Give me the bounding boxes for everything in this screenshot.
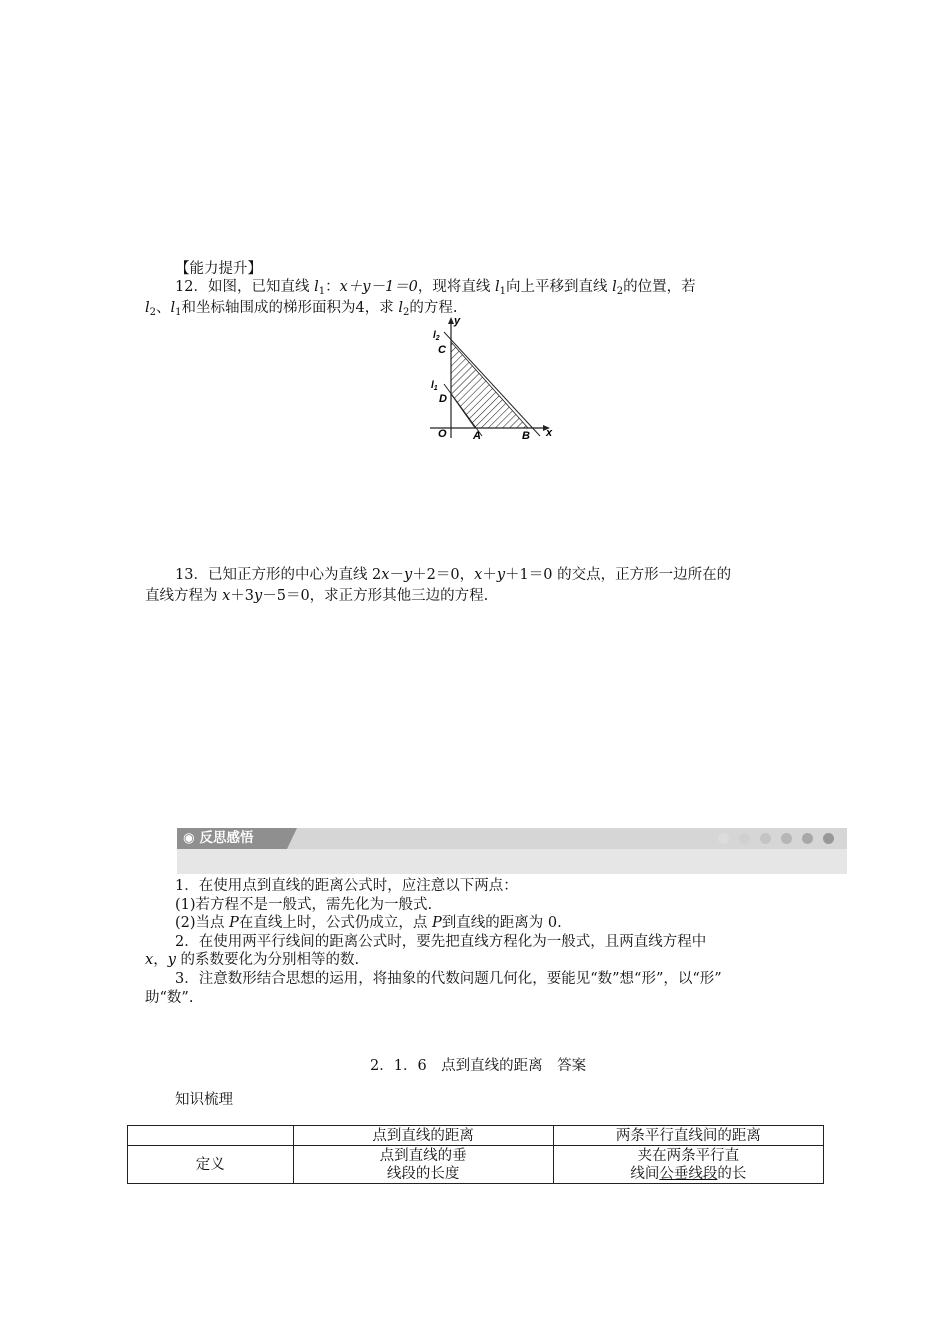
table-cell-line: 线段的长度 <box>386 1165 460 1182</box>
table-header-cell: 两条平行直线间的距离 <box>553 1126 823 1146</box>
point-b-label: B <box>522 430 530 442</box>
q12-text: 的方程. <box>409 300 458 316</box>
section-heading: 【能力提升】 <box>175 261 262 277</box>
table-header-row <box>128 1126 824 1146</box>
var-y: y <box>254 588 263 604</box>
reflection-point-1: 1．在使用点到直线的距离公式时，应注意以下两点： <box>175 878 518 894</box>
l2-label-sub: 2 <box>435 335 440 342</box>
l1-symbol: l <box>314 279 319 295</box>
question-12-line-2 <box>145 297 458 319</box>
table-cell-line: 点到直线的垂 <box>379 1147 467 1164</box>
q12-text: ，现将直线 <box>417 279 496 295</box>
reflection-point-1a: (1)若方程不是一般式，需先化为一般式. <box>175 897 433 913</box>
var-x: x <box>145 952 154 968</box>
q12-text: ： <box>325 279 340 295</box>
table-cell <box>293 1146 553 1184</box>
table-cell-text: 线间 <box>630 1165 660 1182</box>
decorative-dot-icon <box>781 833 792 844</box>
q12-text: 12．如图，已知直线 <box>175 279 315 295</box>
x-axis-label: x <box>546 427 553 439</box>
l1-symbol: l <box>495 279 500 295</box>
table-cell-line: 夹在两条平行直 <box>637 1147 740 1164</box>
var-x: x <box>381 567 390 583</box>
reflection-point-1b <box>175 913 562 934</box>
decorative-dot-icon <box>760 833 771 844</box>
reflection-point-3-line-1: 3．注意数形结合思想的运用，将抽象的代数问题几何化，要能见“数”想“形”，以“形” <box>175 971 722 987</box>
question-13-line-1 <box>175 564 731 586</box>
q12-equation: x＋y－1＝0 <box>339 279 418 295</box>
point-p: P <box>432 915 442 931</box>
point-c-label: C <box>438 344 446 356</box>
q13-text: － <box>389 567 404 583</box>
question-13-line-2 <box>145 585 488 607</box>
decorative-dot-icon <box>739 833 750 844</box>
answer-title: 2．1．6 点到直线的距离 答案 <box>370 1058 587 1074</box>
underlined-answer: 公垂线段 <box>659 1165 718 1182</box>
table-header-cell <box>128 1126 294 1146</box>
l2-subscript: 2 <box>616 286 624 297</box>
l2-subscript: 2 <box>403 307 410 318</box>
origin-label: O <box>438 428 447 440</box>
table-row <box>128 1146 824 1184</box>
knowledge-table <box>127 1125 824 1184</box>
y-axis-label: y <box>454 315 461 327</box>
l1-subscript: 1 <box>175 307 182 318</box>
decorative-dot-icon <box>823 833 834 844</box>
trapezoid-figure <box>420 312 560 442</box>
table-cell-line <box>554 1165 823 1183</box>
reflection-title: ◉ 反思感悟 <box>177 828 287 849</box>
question-12-line-1 <box>175 276 696 298</box>
reflection-point-2-line-1: 2．在使用两平行线间的距离公式时，要先把直线方程化为一般式，且两直线方程中 <box>175 934 707 950</box>
q13-text: ＋2＝0， <box>412 567 475 583</box>
table-header-cell: 点到直线的距离 <box>293 1126 553 1146</box>
l2-symbol: l <box>145 300 150 316</box>
var-x: x <box>474 567 483 583</box>
q13-text: －5＝0，求正方形其他三边的方程. <box>262 588 489 604</box>
l2-label <box>433 330 440 342</box>
l1-label-letter: l <box>431 380 434 391</box>
q12-text: 的位置，若 <box>623 279 696 295</box>
point-a-label: A <box>473 430 481 442</box>
banner-tab-corner <box>287 828 297 849</box>
reflection-banner <box>177 828 847 874</box>
var-y: y <box>403 567 413 583</box>
q13-text: 13．已知正方形的中心为直线 2 <box>175 567 382 583</box>
reflection-text: 到直线的距离为 0. <box>441 915 562 931</box>
q13-text: 直线方程为 <box>145 588 223 604</box>
l2-label-letter: l <box>433 330 436 341</box>
reflection-text: 的系数要化为分别相等的数. <box>175 952 360 968</box>
q12-text: 和坐标轴围成的梯形面积为4，求 <box>181 300 399 316</box>
reflection-text: (2)当点 <box>175 915 230 931</box>
table-cell <box>553 1146 823 1184</box>
l1-label <box>431 380 438 392</box>
point-p: P <box>229 915 239 931</box>
q13-text: ＋ <box>482 567 497 583</box>
reflection-text: 在直线上时，公式仍成立，点 <box>238 915 433 931</box>
q12-text: 、 <box>156 300 171 316</box>
reflection-point-2-line-2 <box>145 950 359 971</box>
l2-symbol: l <box>612 279 617 295</box>
q12-text: 向上平移到直线 <box>506 279 613 295</box>
l1-subscript: 1 <box>499 286 507 297</box>
table-row-label: 定义 <box>128 1146 294 1184</box>
var-y: y <box>167 952 176 968</box>
l2-symbol: l <box>398 300 404 316</box>
var-x: x <box>222 588 231 604</box>
reflection-point-3-line-2: 助“数”. <box>145 990 194 1006</box>
q13-text: ＋1＝0 的交点，正方形一边所在的 <box>505 567 732 583</box>
reflection-text: ， <box>153 952 168 968</box>
q13-text: ＋3 <box>230 588 255 604</box>
table-cell-text: 的长 <box>717 1165 747 1182</box>
l2-subscript: 2 <box>149 307 157 318</box>
decorative-dot-icon <box>802 833 813 844</box>
var-y: y <box>496 567 506 583</box>
point-d-label: D <box>439 393 447 405</box>
answer-subtitle: 知识梳理 <box>175 1092 233 1108</box>
l1-symbol: l <box>170 300 176 316</box>
l1-label-sub: 1 <box>433 385 438 392</box>
l1-subscript: 1 <box>318 286 326 297</box>
decorative-dot-icon <box>718 833 729 844</box>
trapezoid-shaded-region <box>451 342 528 428</box>
